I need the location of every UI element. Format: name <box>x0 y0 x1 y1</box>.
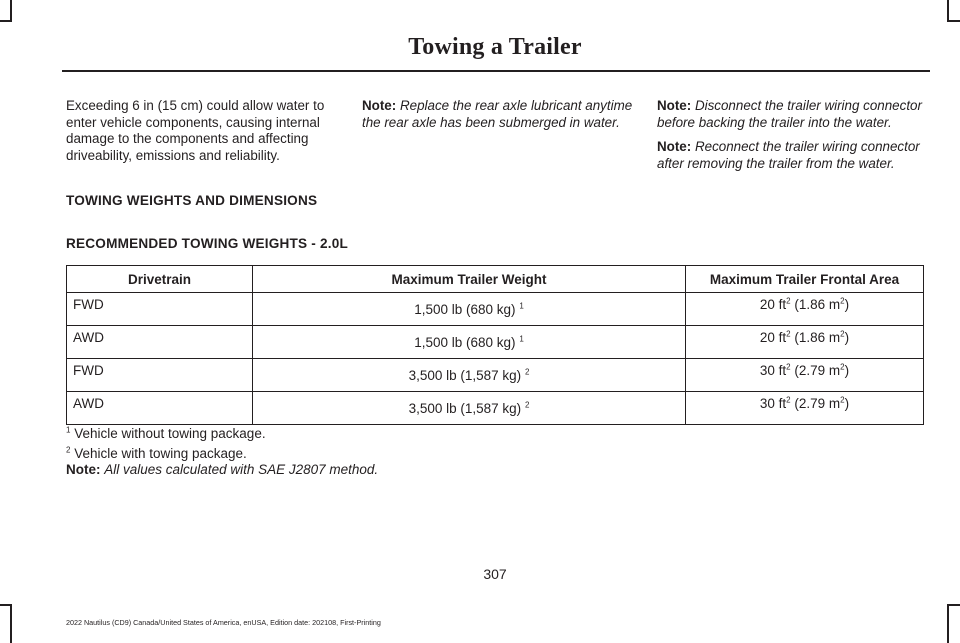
note-label: Note: <box>362 98 397 113</box>
footnote-mark: 2 <box>66 445 71 455</box>
left-column <box>66 98 341 172</box>
note-text: All values calculated with SAE J2807 method. <box>104 462 379 477</box>
header-divider <box>62 70 930 72</box>
reconnect-wiring-note <box>657 139 932 172</box>
crop-mark-top-left-vertical <box>10 0 12 22</box>
area-metric: (2.79 m <box>790 362 841 378</box>
towing-weights-table <box>66 265 924 425</box>
weight-cell <box>253 326 686 359</box>
crop-mark-bottom-right-horizontal <box>947 604 960 606</box>
exponent: 2 <box>786 296 791 305</box>
area-metric: (1.86 m <box>790 296 841 312</box>
drivetrain-value: AWD <box>73 329 104 345</box>
crop-mark-top-right-horizontal <box>947 20 960 22</box>
weight-cell <box>253 359 686 392</box>
weight-value: 1,500 lb (680 kg) <box>414 301 516 317</box>
area-close: ) <box>844 362 850 378</box>
note-text: Replace the rear axle lubricant anytime the rear axle has been submerged in water. <box>362 98 633 130</box>
footnote-ref: 1 <box>519 301 524 310</box>
table-header-row <box>67 266 924 293</box>
area-imperial: 20 ft <box>759 296 787 312</box>
footnote-text: Vehicle with towing package. <box>70 446 247 461</box>
weight-value: 3,500 lb (1,587 kg) <box>408 367 522 383</box>
header-max-frontal-area: Maximum Trailer Frontal Area <box>686 266 924 293</box>
table-row <box>67 392 924 425</box>
footnote-mark: 1 <box>66 425 71 435</box>
area-imperial: 30 ft <box>759 395 787 411</box>
note-label: Note: <box>657 98 692 113</box>
page-title: Towing a Trailer <box>408 34 582 60</box>
area-metric: (1.86 m <box>790 329 841 345</box>
weight-value: 3,500 lb (1,587 kg) <box>408 400 522 416</box>
area-cell <box>686 359 924 392</box>
drivetrain-cell <box>67 392 253 425</box>
footnote-ref: 1 <box>519 334 524 343</box>
drivetrain-value: AWD <box>73 395 104 411</box>
area-metric: (2.79 m <box>790 395 841 411</box>
calculation-note <box>66 462 378 478</box>
crop-mark-top-left-horizontal <box>0 20 12 22</box>
exponent: 2 <box>840 395 845 404</box>
page-number: 307 <box>483 566 507 582</box>
exponent: 2 <box>840 329 845 338</box>
area-close: ) <box>844 395 850 411</box>
area-cell <box>686 326 924 359</box>
drivetrain-cell <box>67 359 253 392</box>
footnote-text: Vehicle without towing package. <box>70 426 266 441</box>
area-close: ) <box>844 296 850 312</box>
note-text: Disconnect the trailer wiring connector before backing the trailer into the water. <box>657 98 922 130</box>
right-column <box>657 98 932 180</box>
exponent: 2 <box>840 362 845 371</box>
exponent: 2 <box>786 395 791 404</box>
note-text: Reconnect the trailer wiring connector after removing the trailer from the water. <box>657 139 920 171</box>
middle-column <box>362 98 637 139</box>
area-imperial: 20 ft <box>759 329 787 345</box>
weight-value: 1,500 lb (680 kg) <box>414 334 516 350</box>
footnote-ref: 2 <box>524 400 530 409</box>
area-close: ) <box>844 329 850 345</box>
footnote-1 <box>66 426 378 442</box>
section-heading: TOWING WEIGHTS AND DIMENSIONS <box>66 193 318 208</box>
header-drivetrain: Drivetrain <box>67 266 253 293</box>
table-row <box>67 326 924 359</box>
drivetrain-value: FWD <box>73 296 104 312</box>
axle-lubricant-note <box>362 98 637 131</box>
exponent: 2 <box>840 296 845 305</box>
note-label: Note: <box>657 139 692 155</box>
exponent: 2 <box>786 329 791 338</box>
crop-mark-bottom-right-vertical <box>947 604 949 643</box>
header-max-trailer-weight: Maximum Trailer Weight <box>253 266 686 293</box>
drivetrain-cell <box>67 293 253 326</box>
table-heading: RECOMMENDED TOWING WEIGHTS - 2.0L <box>66 236 349 251</box>
edition-footer: 2022 Nautilus (CD9) Canada/United States of America, enUSA, Edition date: 202108, First-Printing <box>66 618 381 627</box>
note-label: Note: <box>66 462 101 477</box>
drivetrain-value: FWD <box>73 362 104 378</box>
area-imperial: 30 ft <box>759 362 787 378</box>
table-row <box>67 359 924 392</box>
crop-mark-top-right-vertical <box>947 0 949 22</box>
disconnect-wiring-note <box>657 98 932 131</box>
table-footnotes <box>66 426 378 482</box>
table-row <box>67 293 924 326</box>
crop-mark-bottom-left-vertical <box>10 604 12 643</box>
weight-cell <box>253 392 686 425</box>
exponent: 2 <box>786 362 791 371</box>
weight-cell <box>253 293 686 326</box>
crop-mark-bottom-left-horizontal <box>0 604 12 606</box>
footnote-2 <box>66 446 378 462</box>
area-cell <box>686 392 924 425</box>
drivetrain-cell <box>67 326 253 359</box>
area-cell <box>686 293 924 326</box>
water-warning-paragraph: Exceeding 6 in (15 cm) could allow water to enter vehicle components, causing internal damage to the components and affecting driveability, emissions and reliability. <box>66 98 325 163</box>
footnote-ref: 2 <box>524 367 530 376</box>
